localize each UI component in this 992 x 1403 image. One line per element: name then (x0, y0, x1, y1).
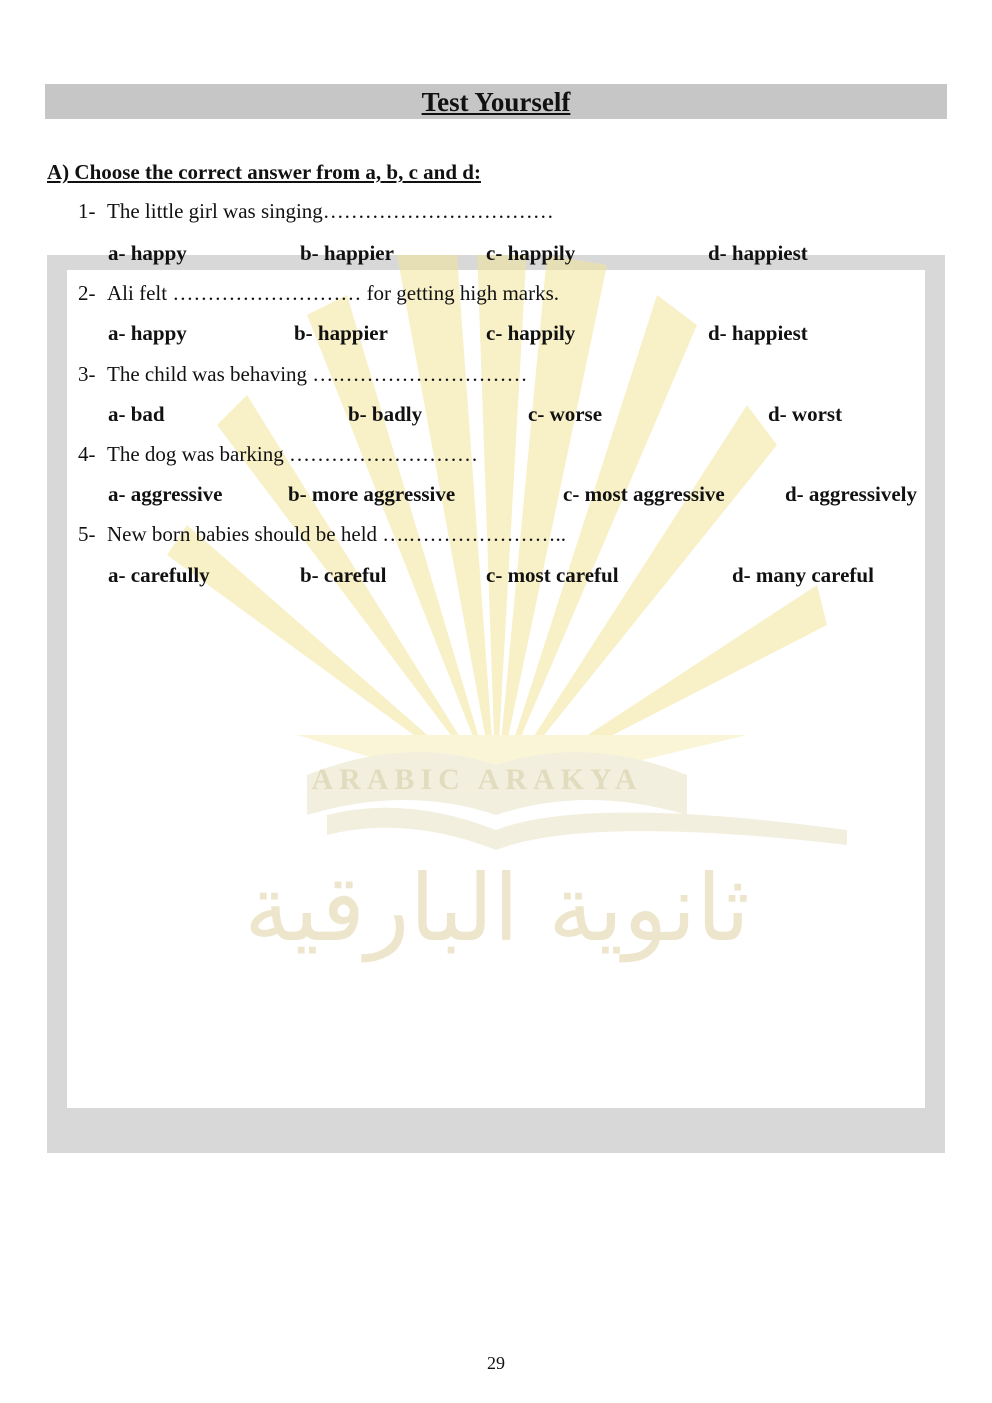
option-b: b- careful (300, 563, 387, 587)
question-2 (78, 281, 559, 306)
option-d: d- many careful (732, 563, 874, 587)
section-heading: A) Choose the correct answer from a, b, c and d: (47, 160, 481, 184)
option-a: a- bad (108, 402, 165, 426)
page-number: 29 (487, 1353, 505, 1373)
question-3 (78, 362, 528, 387)
question-text: New born babies should be held ….………………….. (107, 522, 567, 546)
option-c: c- most careful (486, 563, 619, 587)
option-a: a- aggressive (108, 482, 223, 506)
option-d: d- worst (768, 402, 843, 426)
option-a: a- happy (108, 321, 187, 345)
watermark-arabic-text: ثانوية البارقية (244, 855, 750, 962)
question-number: 1- (78, 199, 96, 223)
question-text: The dog was barking ……………………… (107, 442, 478, 466)
watermark-frame (47, 255, 945, 1153)
page-title: Test Yourself (421, 87, 571, 117)
option-c: c- most aggressive (563, 482, 725, 506)
option-b: b- happier (294, 321, 388, 345)
question-number: 5- (78, 522, 96, 546)
option-c: c- worse (528, 402, 603, 426)
question-5 (78, 522, 566, 547)
option-c: c- happily (486, 241, 576, 265)
option-b: b- badly (348, 402, 423, 426)
option-d: d- happiest (708, 321, 808, 345)
question-number: 3- (78, 362, 96, 386)
question-text: Ali felt ……………………… for getting high marks. (107, 281, 560, 305)
option-c: c- happily (486, 321, 576, 345)
option-d: d- happiest (708, 241, 808, 265)
question-1 (78, 199, 554, 224)
question-number: 2- (78, 281, 96, 305)
option-b: b- more aggressive (288, 482, 456, 506)
question-4 (78, 442, 478, 467)
watermark-logo-icon (47, 255, 945, 1153)
watermark-latin-text: ARABIC ARAKYA (311, 763, 643, 796)
option-a: a- happy (108, 241, 187, 265)
option-d: d- aggressively (785, 482, 918, 506)
question-text: The little girl was singing…………………………… (107, 199, 554, 223)
option-a: a- carefully (108, 563, 210, 587)
option-b: b- happier (300, 241, 394, 265)
question-text: The child was behaving ….……………………… (107, 362, 528, 386)
question-number: 4- (78, 442, 96, 466)
title-bar (45, 84, 947, 119)
